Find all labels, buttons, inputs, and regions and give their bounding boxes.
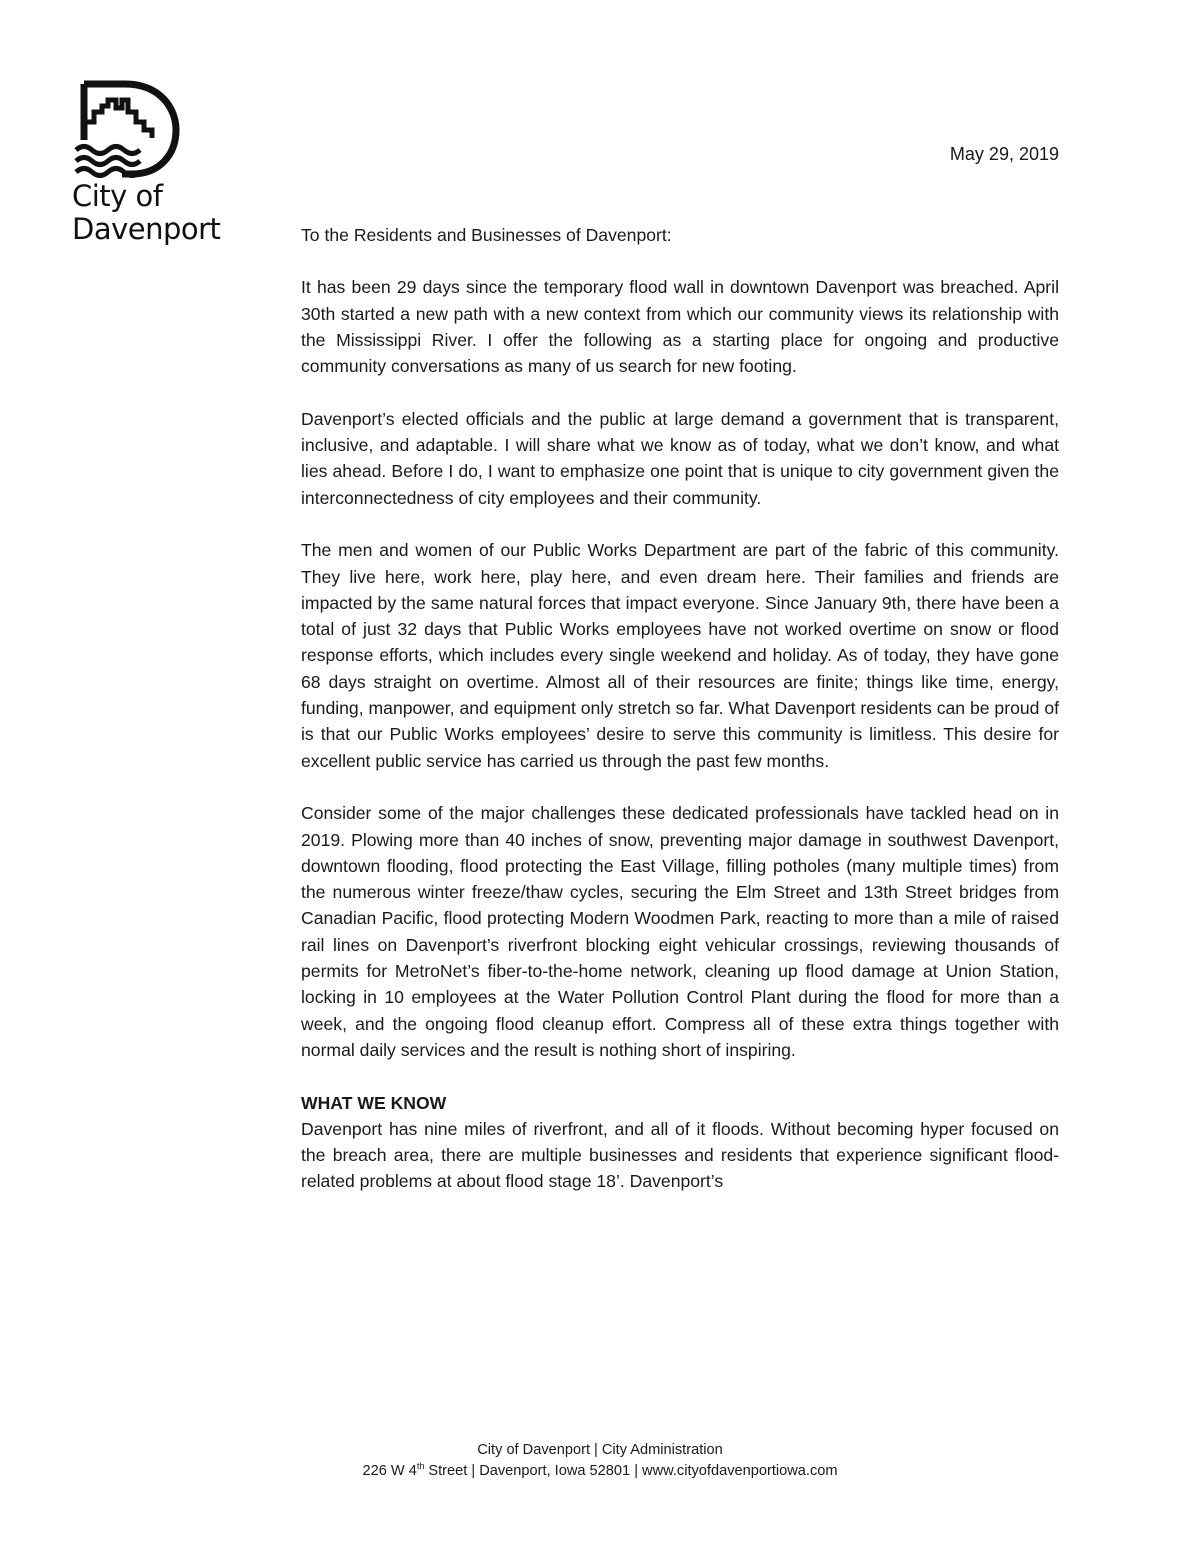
letter-body — [301, 222, 1059, 1194]
logo-text-line1: City of — [72, 179, 163, 213]
section-text: Davenport has nine miles of riverfront, and all of it floods. Without becoming hyper focused on the breach area, there are multiple businesses and residents that experience significant flood-related problems at about flood stage 18’. Davenport’s — [301, 1118, 1059, 1192]
paragraph-intro: It has been 29 days since the temporary flood wall in downtown Davenport was breached. April 30th started a new path with a new context from which our community views its relationship with the Mississippi River. I offer the following as a starting place for ongoing and productive community conversations as many of us search for new footing. — [301, 277, 1059, 377]
logo-text-line2: Davenport — [72, 212, 221, 246]
paragraph-transparency: Davenport’s elected officials and the public at large demand a government that is transparent, inclusive, and adaptable. I will share what we know as of today, what we don’t know, and what lies ahead. Before I do, I want to emphasize one point that is unique to city government given the interconnectedness of city employees and their community. — [301, 408, 1059, 508]
paragraph-public-works: The men and women of our Public Works Department are part of the fabric of this community. They live here, work here, play here, and even dream here. Their families and friends are impacted by the same natural forces that impact everyone. Since January 9th, there have been a total of just 32 days that Public Works employees have not worked overtime on snow or flood response efforts, which includes every single weekend and holiday. As of today, they have gone 68 days straight on overtime. Almost all of their resources are finite; things like time, energy, funding, manpower, and equipment only stretch so far. What Davenport residents can be proud of is that our Public Works employees’ desire to serve this community is limitless. This desire for excellent public service has carried us through the past few months. — [301, 540, 1059, 771]
letter-footer — [0, 1440, 1200, 1482]
footer-address-sup: th — [416, 1461, 425, 1472]
footer-address-prefix: 226 W 4 — [362, 1463, 417, 1479]
letter-date: May 29, 2019 — [949, 144, 1059, 164]
footer-line2 — [0, 1461, 1200, 1482]
footer-address-suffix: Street | Davenport, Iowa 52801 | www.cityofdavenportiowa.com — [424, 1463, 838, 1479]
city-logo — [72, 78, 242, 244]
footer-line1: City of Davenport | City Administration — [477, 1442, 723, 1458]
paragraph-challenges: Consider some of the major challenges these dedicated professionals have tackled head on in 2019. Plowing more than 40 inches of snow, preventing major damage in southwest Davenport, downtown flooding, flood protecting the East Village, filling potholes (many multiple times) from the numerous winter freeze/thaw cycles, securing the Elm Street and 13th Street bridges from Canadian Pacific, flood protecting Modern Woodmen Park, reacting to more than a mile of raised rail lines on Davenport’s riverfront blocking eight vehicular crossings, reviewing thousands of permits for MetroNet’s fiber-to-the-home network, cleaning up flood damage at Union Station, locking in 10 employees at the Water Pollution Control Plant during the flood for more than a week, and the ongoing flood cleanup effort. Compress all of these extra things together with normal daily services and the result is nothing short of inspiring. — [301, 803, 1059, 1060]
salutation: To the Residents and Businesses of Davenport: — [301, 225, 672, 245]
city-of-davenport-logo-icon — [72, 78, 180, 178]
section-heading: WHAT WE KNOW — [301, 1092, 447, 1113]
